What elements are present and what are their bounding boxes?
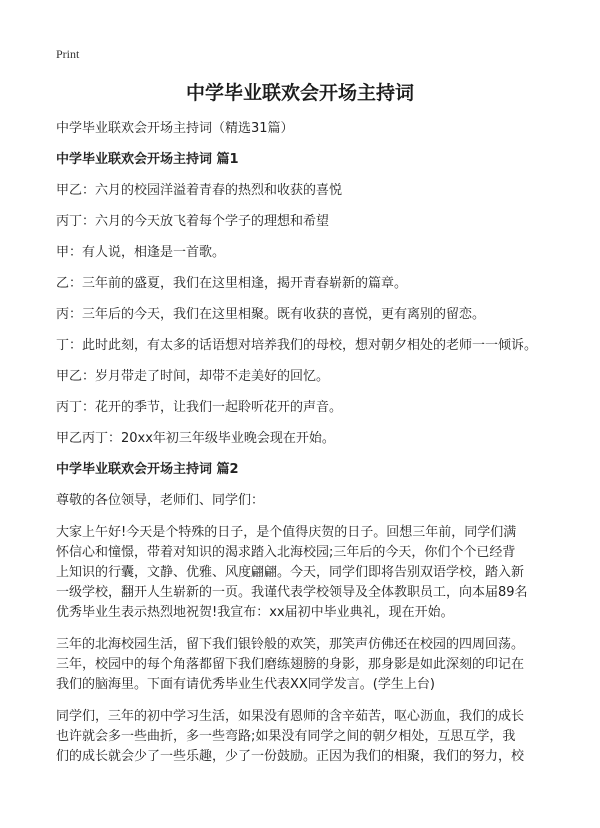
print-label: Print [56,47,80,61]
paragraph-line: 优秀毕业生表示热烈地祝贺!我宣布：xx届初中毕业典礼，现在开始。 [56,605,454,620]
paragraph-3 [56,707,556,767]
paragraph-line: 大家上午好!今天是个特殊的日子，是个值得庆贺的日子。回想三年前，同学们满 [56,525,517,540]
dialogue-line: 甲：有人说，相逢是一首歌。 [56,245,226,260]
dialogue-line: 甲乙：岁月带走了时间，却带不走美好的回忆。 [56,369,330,384]
greeting-line: 尊敬的各位领导，老师们、同学们： [56,493,265,508]
paragraph-line: 一级学校，翻开人生崭新的一页。我谨代表学校领导及全体教职员工，向本届89名 [56,585,528,600]
dialogue-line: 乙：三年前的盛夏，我们在这里相逢，揭开青春崭新的篇章。 [56,276,408,291]
paragraph-line: 们的成长就会少了一些乐趣，少了一份鼓励。正因为我们的相聚，我们的努力，校 [56,749,525,764]
document-body [56,120,556,779]
section-heading-1: 中学毕业联欢会开场主持词 篇1 [56,152,239,167]
paragraph-line: 同学们，三年的初中学习生活，如果没有恩师的含辛茹苦，呕心沥血，我们的成长 [56,709,525,724]
paragraph-line: 上知识的行囊，文静、优雅、风度翩翩。今天，同学们即将告别双语学校，踏入新 [56,565,525,580]
paragraph-line: 也许就会多一些曲折，多一些弯路;如果没有同学之间的朝夕相处，互思互学，我 [56,729,516,744]
dialogue-line: 甲乙丙丁：20xx年初三年级毕业晚会现在开始。 [56,431,335,446]
paragraph-line: 三年，校园中的每个角落都留下我们磨练翅膀的身影，那身影是如此深刻的印记在 [56,657,525,672]
dialogue-line: 甲乙：六月的校园洋溢着青春的热烈和收获的喜悦 [56,183,343,198]
paragraph-line: 我们的脑海里。下面有请优秀毕业生代表XX同学发言。(学生上台) [56,677,435,692]
dialogue-line: 丙丁：花开的季节，让我们一起聆听花开的声音。 [56,400,343,415]
paragraph-line: 三年的北海校园生活，留下我们银铃般的欢笑，那笑声仿佛还在校园的四周回荡。 [56,637,525,652]
section-heading-2: 中学毕业联欢会开场主持词 篇2 [56,462,239,477]
paragraph-1 [56,523,556,623]
dialogue-line: 丁：此时此刻，有太多的话语想对培养我们的母校，想对朝夕相处的老师一一倾诉。 [56,338,538,353]
document-subtitle: 中学毕业联欢会开场主持词（精选31篇） [56,121,294,136]
dialogue-line: 丙：三年后的今天，我们在这里相聚。既有收获的喜悦，更有离别的留恋。 [56,307,486,322]
paragraph-2 [56,635,556,695]
paragraph-line: 怀信心和憧憬，带着对知识的渴求踏入北海校园;三年后的今天，你们个个已经背 [56,545,516,560]
document-title: 中学毕业联欢会开场主持词 [185,82,414,104]
dialogue-line: 丙丁：六月的今天放飞着每个学子的理想和希望 [56,214,330,229]
